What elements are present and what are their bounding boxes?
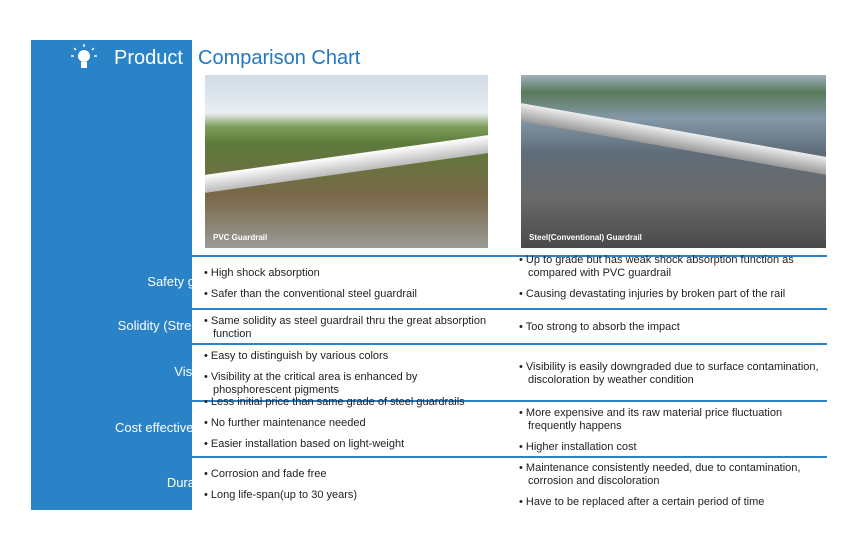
pvc-cell [204, 468, 494, 510]
pvc-cell [204, 267, 494, 309]
bullet-item: • Causing devastating injuries by broken part of the rail [519, 287, 786, 300]
bullet-item: • Visibility at the critical area is enhanced by phosphorescent pigments [204, 371, 418, 396]
steel-guardrail-photo [521, 75, 826, 248]
steel-cell [519, 407, 819, 462]
bullet-item: • Same solidity as steel guardrail thru the great absorption function [204, 314, 487, 340]
steel-cell [519, 462, 819, 517]
row-label: Durability [166, 475, 221, 490]
row-label: Safety grade [147, 273, 221, 289]
pvc-guardrail-photo [205, 75, 488, 248]
title-product: Product [114, 47, 183, 69]
row-label: Solidity (Strength) [117, 317, 221, 333]
bullet-item: • Corrosion and fade free [204, 468, 327, 480]
bullet-item: • Higher installation cost [519, 440, 637, 453]
row-divider [31, 308, 827, 310]
row-label: Cost effectiveness [115, 420, 221, 435]
bullet-item: • Safer than the conventional steel guardrail [204, 287, 417, 300]
bullet-item: • No further maintenance needed [204, 417, 366, 429]
row-divider [31, 343, 827, 345]
bullet-item: • Less initial price than same grade of steel guardrails [204, 396, 465, 408]
bullet-item: • Easier installation based on light-weight [204, 438, 405, 450]
bullet-item: • More expensive and its raw material price fluctuation frequently happens [519, 406, 783, 432]
bullet-item: • Too strong to absorb the impact [519, 321, 680, 333]
steel-caption: Steel(Conventional) Guardrail [529, 233, 642, 242]
bullet-item: • Have to be replaced after a certain period of time [519, 495, 765, 508]
bullet-item: • High shock absorption [204, 266, 320, 279]
row-label: Visibility [174, 363, 221, 379]
steel-cell [519, 321, 819, 342]
title-comparison-chart: Comparison Chart [198, 47, 361, 69]
steel-cell [519, 361, 819, 395]
steel-cell [519, 254, 819, 309]
bullet-item: • Long life-span(up to 30 years) [204, 489, 358, 501]
bullet-item: • Visibility is easily downgraded due to surface contamination, discoloration by weather condition [519, 360, 819, 386]
bullet-item: • Easy to distinguish by various colors [204, 350, 389, 362]
lightbulb-icon [70, 43, 98, 73]
pvc-cell [204, 396, 494, 459]
bullet-item: • Up to grade but has weak shock absorption function as compared with PVC guardrail [519, 253, 794, 279]
bullet-item: • Maintenance consistently needed, due to contamination, corrosion and discoloration [519, 461, 801, 487]
pvc-caption: PVC Guardrail [213, 233, 268, 242]
row-divider [31, 456, 827, 458]
